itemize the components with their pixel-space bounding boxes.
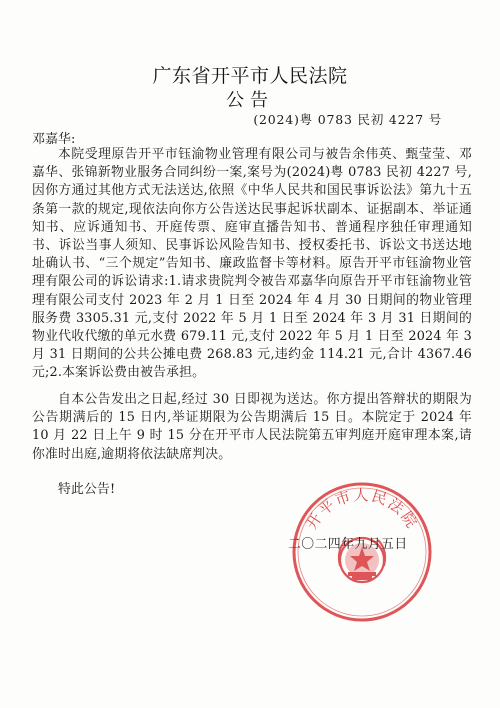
svg-text:开平市人民法院 <box>302 486 421 532</box>
recipient-name: 邓嘉华: <box>32 132 76 147</box>
seal-text: 开平市人民法院 <box>302 486 422 533</box>
service-deadline-paragraph: 自本公告发出之日起,经过 30 日即视为送达。你方提出答辩状的期限为公告期满后的 15 日内,举证期限为公告期满后 15 日。本院定于 2024 年 10 月 22 日上午 9 时 15 分在开平市人民法院第五审判庭开庭审理本案,请你准时出庭,逾期将依法缺席判决。 <box>32 392 472 462</box>
court-name: 广东省开平市人民法院 <box>152 65 348 87</box>
closing-paragraph: 特此公告! <box>58 482 116 497</box>
notice-title: 公告 <box>226 90 274 111</box>
case-number: (2024)粤 0783 民初 4227 号 <box>253 112 442 127</box>
court-seal-stamp <box>288 478 436 626</box>
notice-body-paragraph: 本院受理原告开平市钰渝物业管理有限公司与被告余伟英、甄莹莹、邓嘉华、张锦新物业服务合同纠纷一案,案号为(2024)粤 0783 民初 4227 号,因你方通过其他方式无法送达,依照《中华人民共和国民事诉讼法》第九十五条第一款的规定,现依法向你方公告送达民事起诉状副本、证据副本、举证通知书、应诉通知书、开庭传票、庭审直播告知书、普通程序独任审理通知书、诉讼当事人须知、民事诉讼风险告知书、授权委托书、诉讼文书送达地址确认书、“三个规定”告知书、廉政监督卡等材料。原告开平市钰渝物业管理有限公司的诉讼请求:1.请求贵院判令被告邓嘉华向原告开平市钰渝物业管理有限公司支付 2023 年 2 月 1 日至 2024 年 4 月 30 日期间的物业管理服务费 3305.31 元,支付 2022 年 5 月 1 日至 2024 年 3 月 31 日期间的物业代收代缴的单元水费 679.11 元,支付 2022 年 5 月 1 日至 2024 年 3 月 31 日期间的公共公摊电费 268.83 元,违约金 114.21 元,合计 4367.46 元;2.本案诉讼费由被告承担。 <box>32 147 472 381</box>
notice-date: 二〇二四年九月五日 <box>288 537 408 552</box>
